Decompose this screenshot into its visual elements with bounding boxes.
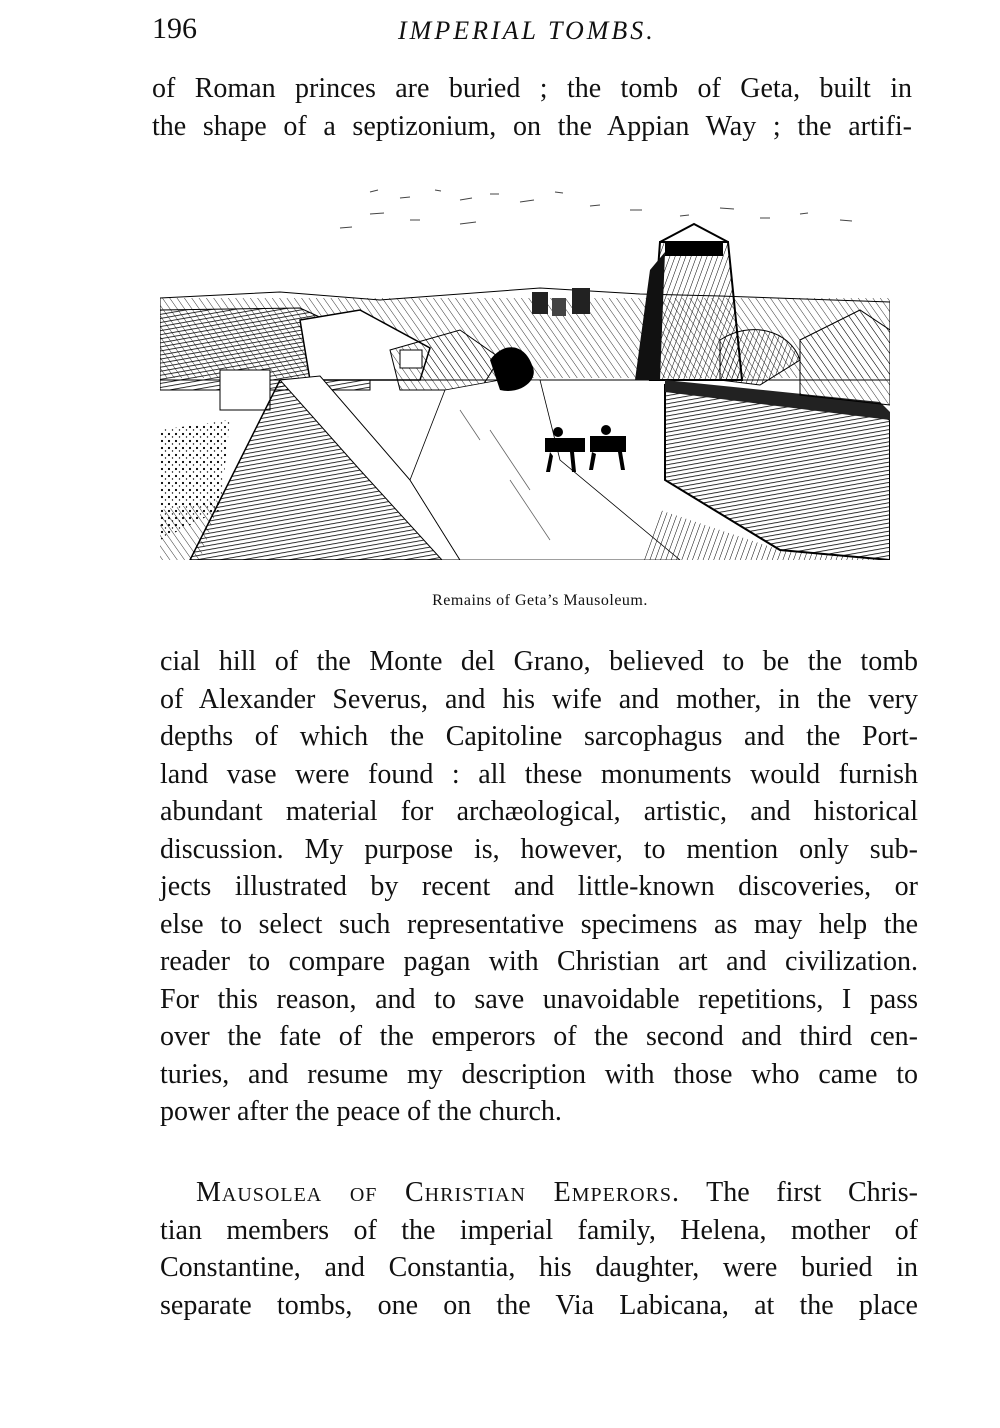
- text-line: discussion. My purpose is, however, to mention only sub-: [160, 833, 918, 865]
- text-line: turies, and resume my description with those who came to: [160, 1058, 918, 1090]
- text-line: depths of which the Capitoline sarcophagus and the Port-: [160, 721, 918, 752]
- section-heading: Mausolea of Christian Emperors.: [196, 1177, 681, 1208]
- section-first-line: [160, 1174, 918, 1212]
- text-line: jects illustrated by recent and little-known discoveries, or: [160, 871, 918, 902]
- figure-caption: Remains of Geta’s Mausoleum.: [432, 592, 648, 609]
- text-line: Constantine, and Constantia, his daughter, were buried in: [160, 1252, 918, 1283]
- paragraph-christian-emperors: [160, 1174, 918, 1324]
- paragraph-top: [152, 70, 912, 145]
- text-line: For this reason, and to save unavoidable repetitions, I pass: [160, 983, 918, 1015]
- text-line: the shape of a septizonium, on the Appian Way ; the artifi-: [152, 110, 912, 142]
- text-line: of Roman princes are buried ; the tomb of Geta, built in: [152, 73, 912, 104]
- text-run: The first Chris-: [706, 1177, 918, 1208]
- engraving-geta-mausoleum: [160, 180, 890, 560]
- text-line: tian members of the imperial family, Helena, mother of: [160, 1214, 918, 1246]
- page-number: 196: [152, 12, 197, 45]
- text-line: abundant material for archæological, artistic, and historical: [160, 796, 918, 827]
- text-line: else to select such representative specimens as may help the: [160, 908, 918, 940]
- running-head: IMPERIAL TOMBS.: [398, 16, 656, 45]
- text-line: of Alexander Severus, and his wife and mother, in the very: [160, 683, 918, 715]
- engraving-illustration: [160, 180, 890, 560]
- text-line: land vase were found : all these monuments would furnish: [160, 758, 918, 790]
- text-line: over the fate of the emperors of the second and third cen-: [160, 1021, 918, 1052]
- text-line: cial hill of the Monte del Grano, believed to be the tomb: [160, 646, 918, 677]
- text-line: reader to compare pagan with Christian art and civilization.: [160, 946, 918, 977]
- text-line: separate tombs, one on the Via Labicana, at the place: [160, 1289, 918, 1321]
- paragraph-main: [160, 643, 918, 1131]
- text-line: power after the peace of the church.: [160, 1096, 562, 1127]
